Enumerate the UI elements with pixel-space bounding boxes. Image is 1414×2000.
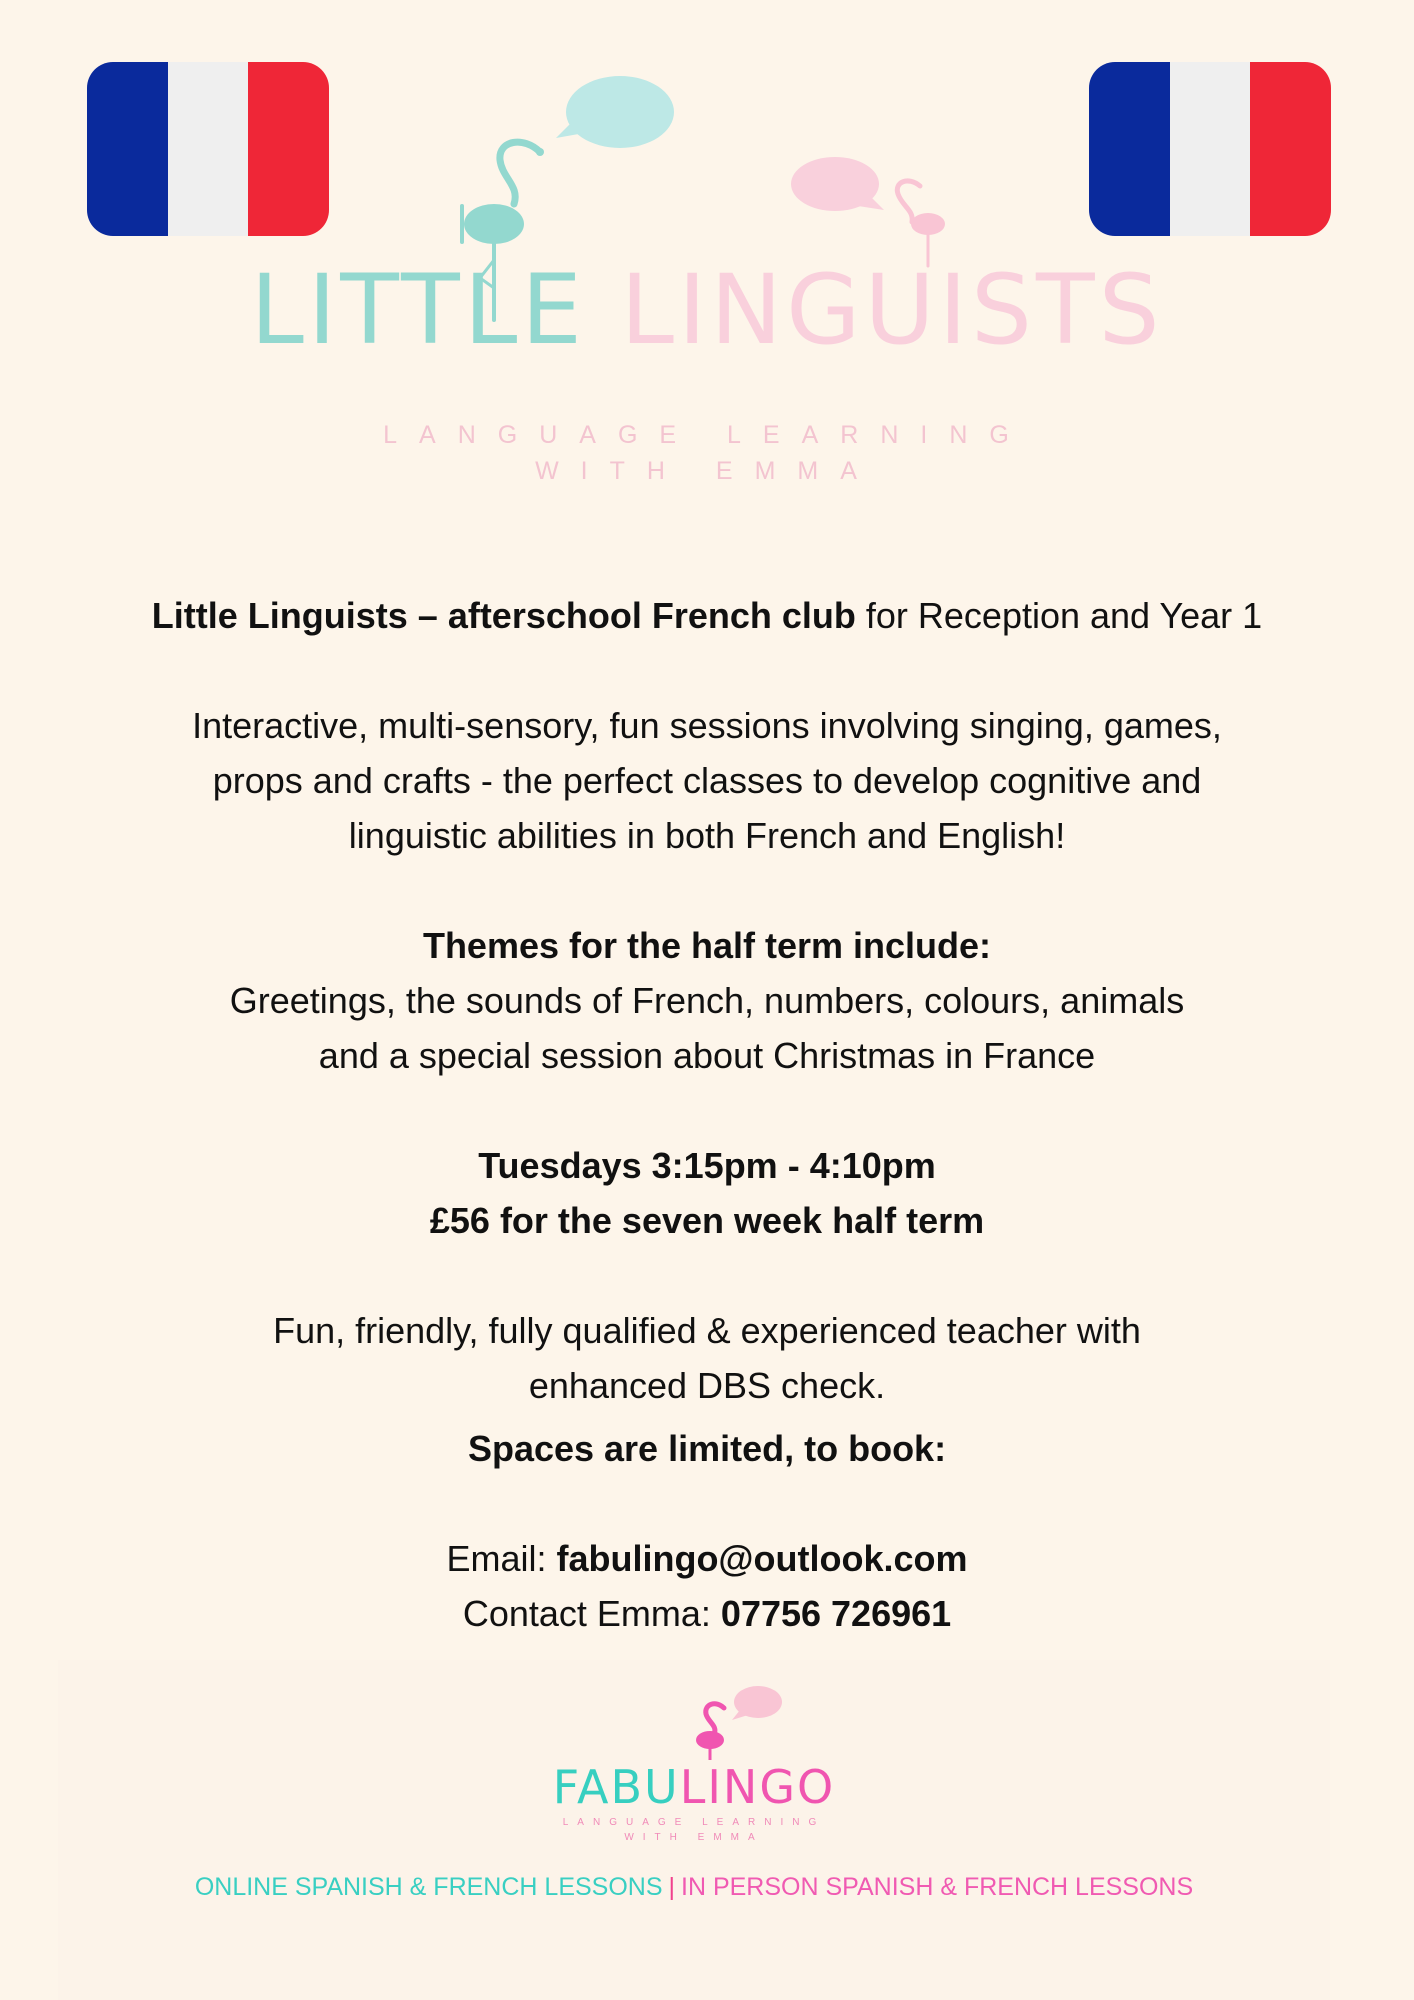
fabulingo-brand [58, 1760, 1330, 1814]
tagline-in-person: IN PERSON SPANISH & FRENCH LESSONS [681, 1873, 1194, 1901]
fabulingo-sub-line2: WITH EMMA [624, 1832, 764, 1843]
flyer-body [40, 588, 1374, 1641]
themes-line1: Greetings, the sounds of French, numbers, colours, animals [229, 980, 1185, 1021]
contact-line [40, 1586, 1374, 1641]
fabulingo-footer [58, 1660, 1330, 2000]
phone-number[interactable]: 07756 726961 [720, 1593, 952, 1634]
brand-title-word1: LITTLE [250, 254, 586, 366]
speech-bubble-icon [791, 157, 884, 211]
fabulingo-sub-line1: LANGUAGE LEARNING [562, 1817, 826, 1828]
flamingo-icon [696, 1704, 724, 1760]
fabulingo-brand-part1: FABU [552, 1760, 680, 1814]
intro-line [40, 588, 1374, 643]
teacher-line1: Fun, friendly, fully qualified & experienced teacher with [273, 1310, 1141, 1351]
description-line3: linguistic abilities in both French and English! [348, 815, 1066, 856]
teacher-line2: enhanced DBS check. [528, 1365, 886, 1406]
email-link[interactable]: fabulingo@outlook.com [556, 1538, 968, 1579]
description-line1: Interactive, multi-sensory, fun sessions involving singing, games, [192, 705, 1222, 746]
schedule-time: Tuesdays 3:15pm - 4:10pm [478, 1145, 936, 1186]
intro-rest: for Reception and Year 1 [855, 595, 1263, 636]
themes-heading: Themes for the half term include: [422, 925, 992, 966]
speech-bubble-icon [732, 1686, 782, 1720]
fabulingo-brand-part2: LINGO [679, 1760, 836, 1814]
brand-title [0, 254, 1414, 366]
tagline-separator: | [668, 1873, 676, 1901]
description-line2: props and crafts - the perfect classes to develop cognitive and [212, 760, 1202, 801]
tagline-online: ONLINE SPANISH & FRENCH LESSONS [194, 1873, 663, 1901]
brand-title-word2: LINGUISTS [620, 254, 1164, 366]
themes-line2: and a special session about Christmas in France [318, 1035, 1096, 1076]
contact-label: Contact Emma: [462, 1593, 721, 1634]
speech-bubble-icon [556, 76, 674, 148]
little-linguists-logo [0, 60, 1414, 500]
fabulingo-logo-art [58, 1660, 1330, 1760]
brand-subtitle-line1: LANGUAGE LEARNING [383, 421, 1031, 449]
fabulingo-tagline [58, 1873, 1330, 1902]
booking-heading: Spaces are limited, to book: [467, 1428, 947, 1469]
email-line [40, 1531, 1374, 1586]
schedule-price: £56 for the seven week half term [429, 1200, 985, 1241]
intro-bold: Little Linguists – afterschool French club [151, 595, 856, 636]
email-label: Email: [446, 1538, 557, 1579]
brand-subtitle-line2: WITH EMMA [535, 457, 879, 485]
